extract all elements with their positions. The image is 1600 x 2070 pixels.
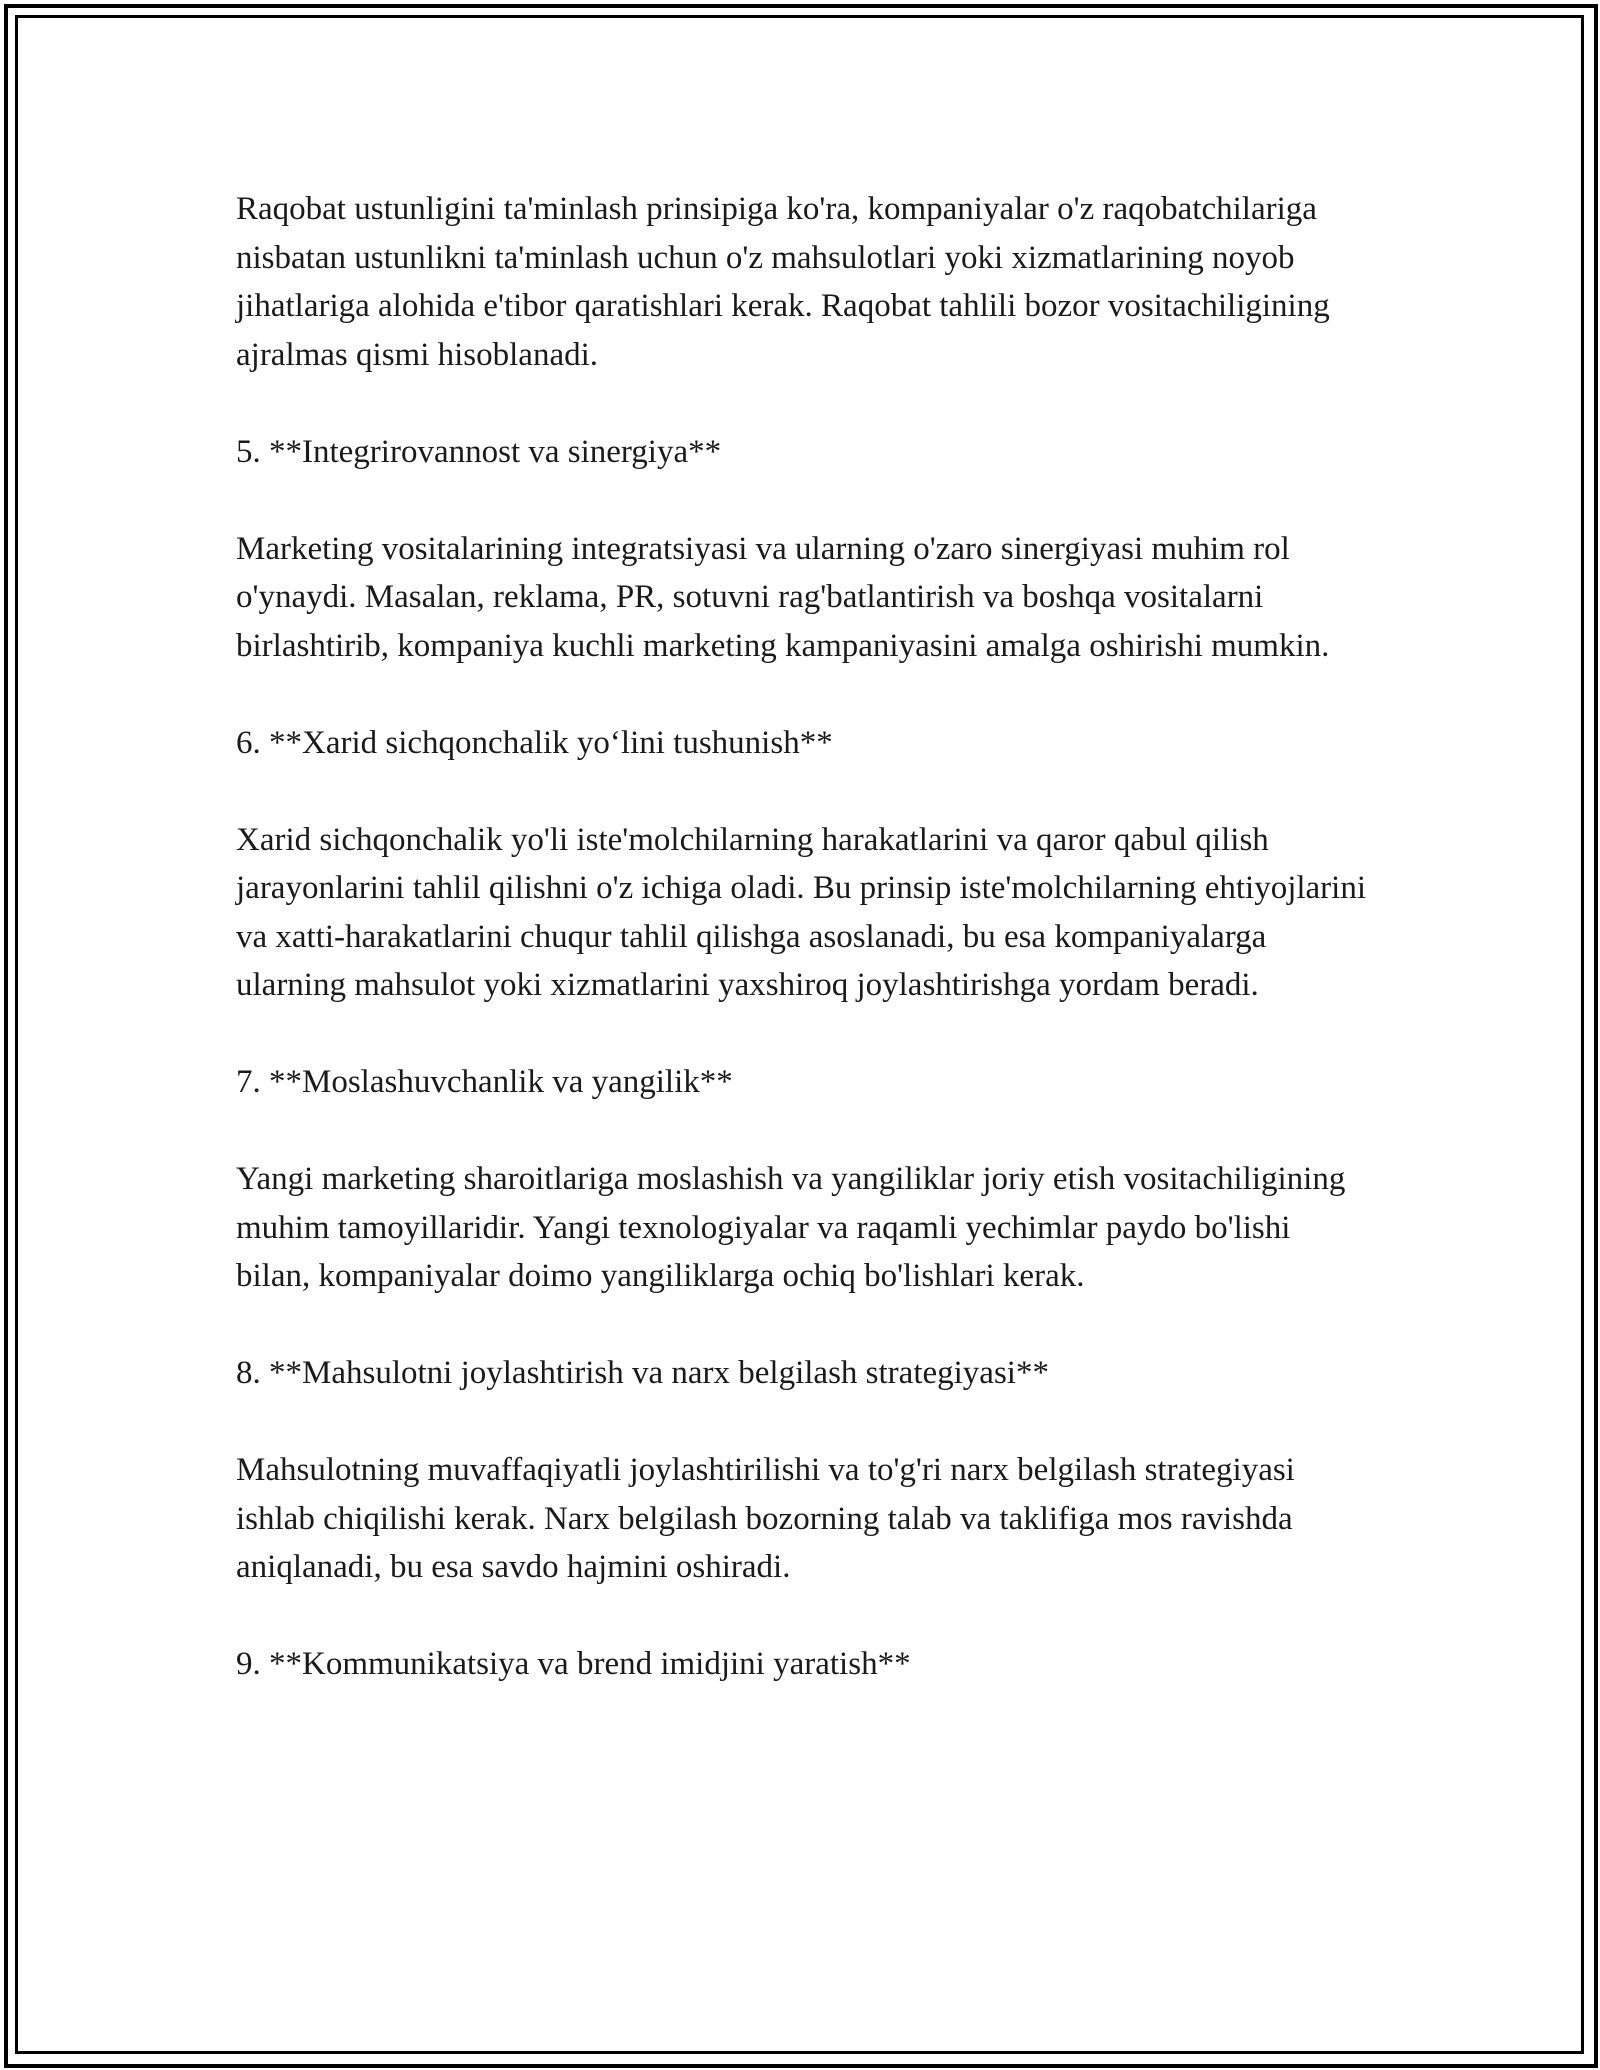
heading-5-integration: 5. **Integrirovannost va sinergiya**: [236, 433, 722, 470]
document-body: [236, 185, 1366, 1737]
paragraph-adaptability: Yangi marketing sharoitlariga moslashish va yangiliklar joriy etish vositachiligining muhim tamoyillaridir. Yangi texnologiyalar va raqamli yechimlar paydo bo'lishi bilan, kompaniyalar doimo yangiliklarga ochiq bo'lishlari kerak.: [236, 1161, 1346, 1294]
heading-7-adaptability: 7. **Moslashuvchanlik va yangilik**: [236, 1064, 733, 1100]
paragraph-competitive-advantage: Raqobat ustunligini ta'minlash prinsipiga ko'ra, kompaniyalar o'z raqobatchilariga nisbatan ustunlikni ta'minlash uchun o'z mahsulotlari yoki xizmatlarining noyob jihatlariga alohida e'tibor qaratishlari kerak. Raqobat tahlili bozor vositachiligining ajralmas qismi hisoblanadi.: [236, 191, 1330, 373]
heading-9-brand-image: 9. **Kommunikatsiya va brend imidjini yaratish**: [236, 1646, 911, 1682]
heading-6-purchase-path: 6. **Xarid sichqonchalik yo‘lini tushunish**: [236, 724, 833, 761]
paragraph-purchase-path: Xarid sichqonchalik yo'li iste'molchilarning harakatlarini va qaror qabul qilish jarayonlarini tahlil qilishni o'z ichiga oladi. Bu prinsip iste'molchilarning ehtiyojlarini va xatti-harakatlarini chuqur tahlil qilishga asoslanadi, bu esa kompaniyalarga ularning mahsulot yoki xizmatlarini yaxshiroq joylashtirishga yordam beradi.: [236, 821, 1367, 1003]
paragraph-integration: Marketing vositalarining integratsiyasi va ularning o'zaro sinergiyasi muhim rol o'ynaydi. Masalan, reklama, PR, sotuvni rag'batlantirish va boshqa vositalarni birlashtirib, kompaniya kuchli marketing kampaniyasini amalga oshirishi mumkin.: [236, 530, 1330, 664]
paragraph-pricing-strategy: Mahsulotning muvaffaqiyatli joylashtirilishi va to'g'ri narx belgilash strategiyasi ishlab chiqilishi kerak. Narx belgilash bozorning talab va taklifiga mos ravishda aniqlanadi, bu esa savdo hajmini oshiradi.: [236, 1452, 1295, 1585]
heading-8-pricing-strategy: 8. **Mahsulotni joylashtirish va narx belgilash strategiyasi**: [236, 1355, 1049, 1391]
